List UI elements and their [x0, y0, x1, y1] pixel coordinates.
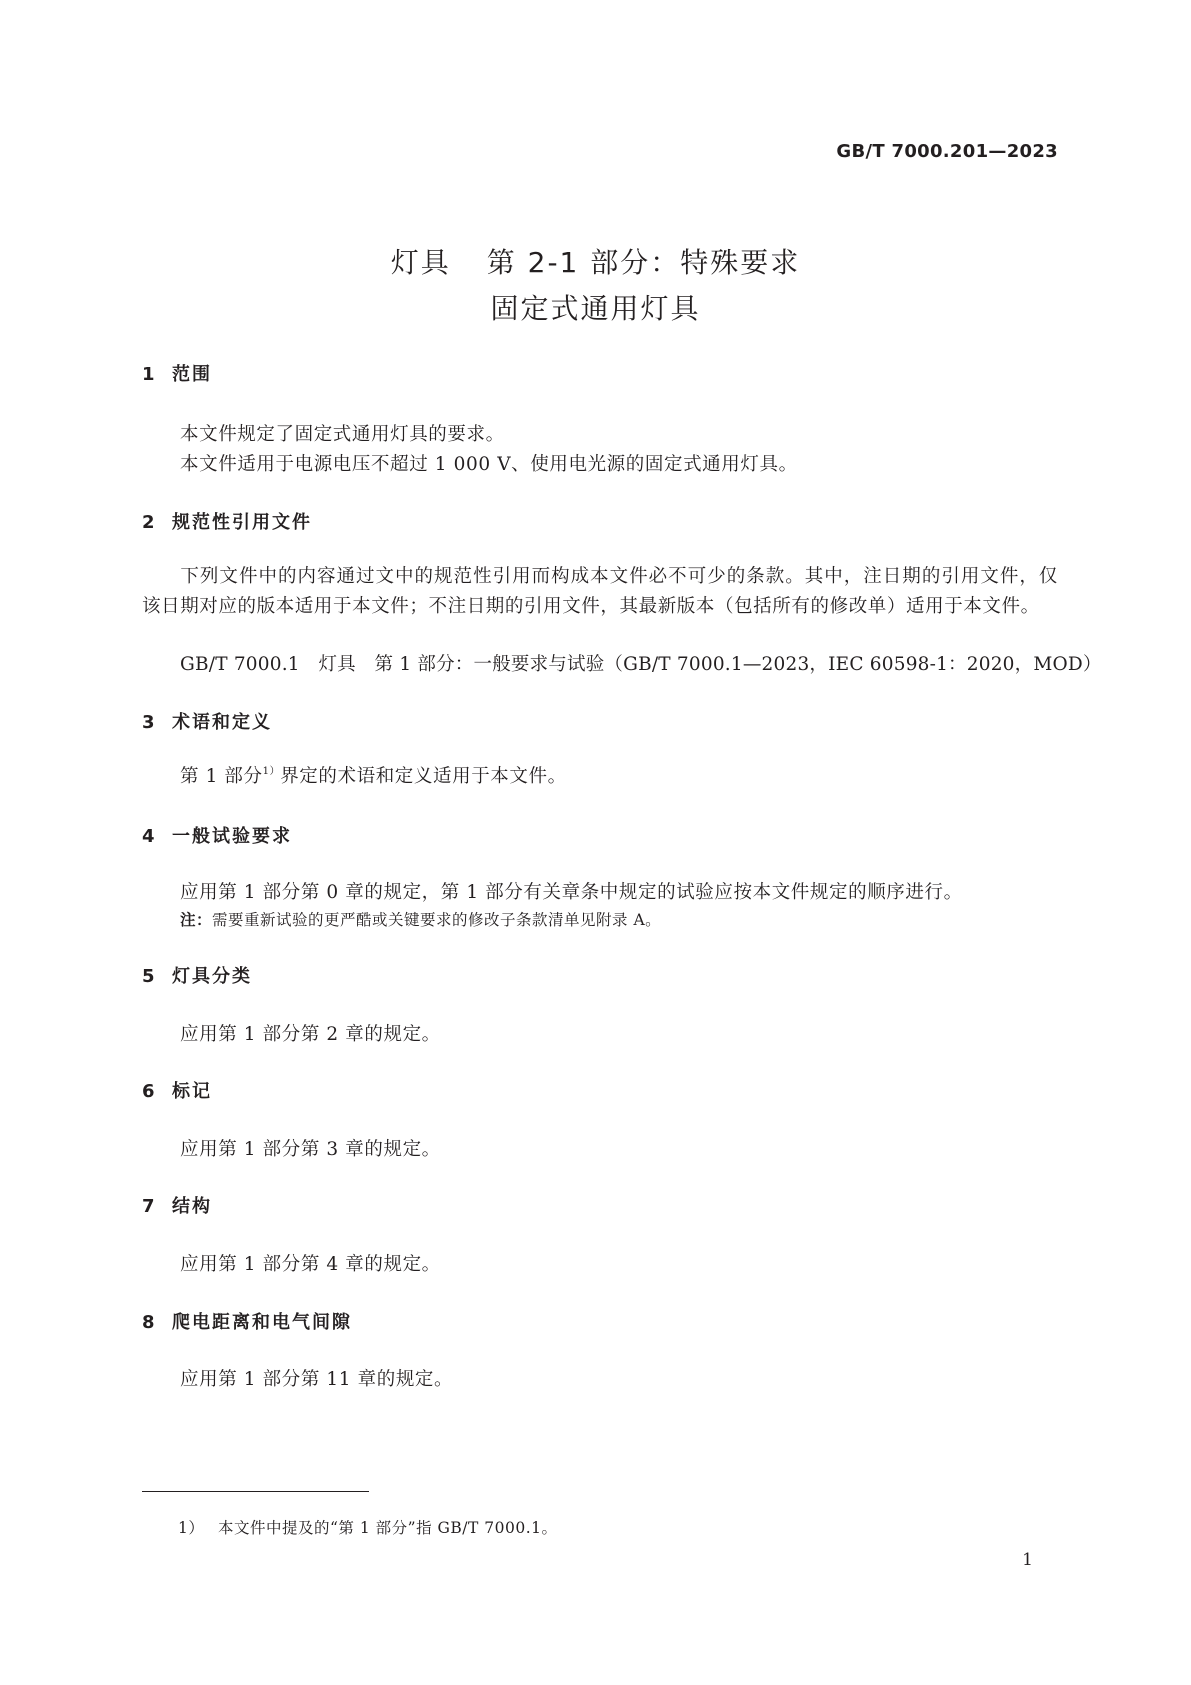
section-number: 6 [142, 1081, 157, 1102]
paragraph: 应用第 1 部分第 4 章的规定。 [180, 1254, 441, 1275]
section-number: 4 [142, 826, 157, 847]
section-number: 3 [142, 712, 157, 733]
section-title: 术语和定义 [172, 712, 272, 733]
paragraph: 应用第 1 部分第 3 章的规定。 [180, 1139, 441, 1160]
footnote [178, 1516, 558, 1538]
section-title: 范围 [172, 364, 212, 385]
note-text: 需要重新试验的更严酷或关键要求的修改子条款清单见附录 A。 [212, 911, 662, 929]
section-number: 5 [142, 966, 157, 987]
section-number: 1 [142, 364, 157, 385]
section-heading-7 [142, 1192, 212, 1218]
section-heading-8 [142, 1308, 352, 1334]
page-number: 1 [1022, 1550, 1033, 1570]
title-part-b: 第 2-1 部分：特殊要求 [486, 246, 801, 279]
paragraph: 应用第 1 部分第 11 章的规定。 [180, 1369, 454, 1390]
note [180, 908, 661, 930]
paragraph: 本文件规定了固定式通用灯具的要求。 [180, 424, 505, 445]
reference-entry: GB/T 7000.1 灯具 第 1 部分：一般要求与试验（GB/T 7000.1—2023，IEC 60598-1：2020，MOD） [180, 654, 1102, 675]
section-title: 标记 [172, 1081, 212, 1102]
title-line-2: 固定式通用灯具 [490, 292, 701, 325]
note-label: 注： [180, 911, 213, 929]
section-heading-6 [142, 1077, 212, 1103]
section-number: 8 [142, 1312, 157, 1333]
section-heading-4 [142, 822, 292, 848]
document-title [0, 240, 1191, 332]
footnote-text: 本文件中提及的“第 1 部分”指 GB/T 7000.1。 [218, 1519, 558, 1537]
section-heading-3 [142, 708, 272, 734]
section-heading-1 [142, 360, 212, 386]
section-title: 规范性引用文件 [172, 512, 312, 533]
section-title: 结构 [172, 1196, 212, 1217]
paragraph-text: 界定的术语和定义适用于本文件。 [280, 766, 567, 787]
paragraph: 应用第 1 部分第 2 章的规定。 [180, 1024, 441, 1045]
section-number: 7 [142, 1196, 157, 1217]
section-heading-5 [142, 962, 252, 988]
title-part-a: 灯具 [390, 246, 451, 279]
section-title: 灯具分类 [172, 966, 252, 987]
paragraph-text: 下列文件中的内容通过文中的规范性引用而构成本文件必不可少的条款。其中，注日期的引用文件，仅该日期对应的版本适用于本文件；不注日期的引用文件，其最新版本（包括所有的修改单）适用于本文件。 [142, 566, 1058, 617]
paragraph: 应用第 1 部分第 0 章的规定，第 1 部分有关章条中规定的试验应按本文件规定的顺序进行。 [180, 882, 963, 903]
footnote-divider [142, 1491, 369, 1492]
standard-number: GB/T 7000.201—2023 [836, 141, 1058, 162]
footnote-mark: 1） [178, 1519, 205, 1537]
section-number: 2 [142, 512, 157, 533]
section-title: 一般试验要求 [172, 826, 292, 847]
footnote-reference[interactable]: 1） [262, 766, 281, 777]
paragraph [142, 562, 1058, 622]
paragraph-text: 第 1 部分 [180, 766, 263, 787]
section-heading-2 [142, 508, 312, 534]
title-line-1 [0, 240, 1191, 286]
section-title: 爬电距离和电气间隙 [172, 1312, 352, 1333]
paragraph: 本文件适用于电源电压不超过 1 000 V、使用电光源的固定式通用灯具。 [180, 454, 798, 475]
paragraph [180, 762, 567, 788]
